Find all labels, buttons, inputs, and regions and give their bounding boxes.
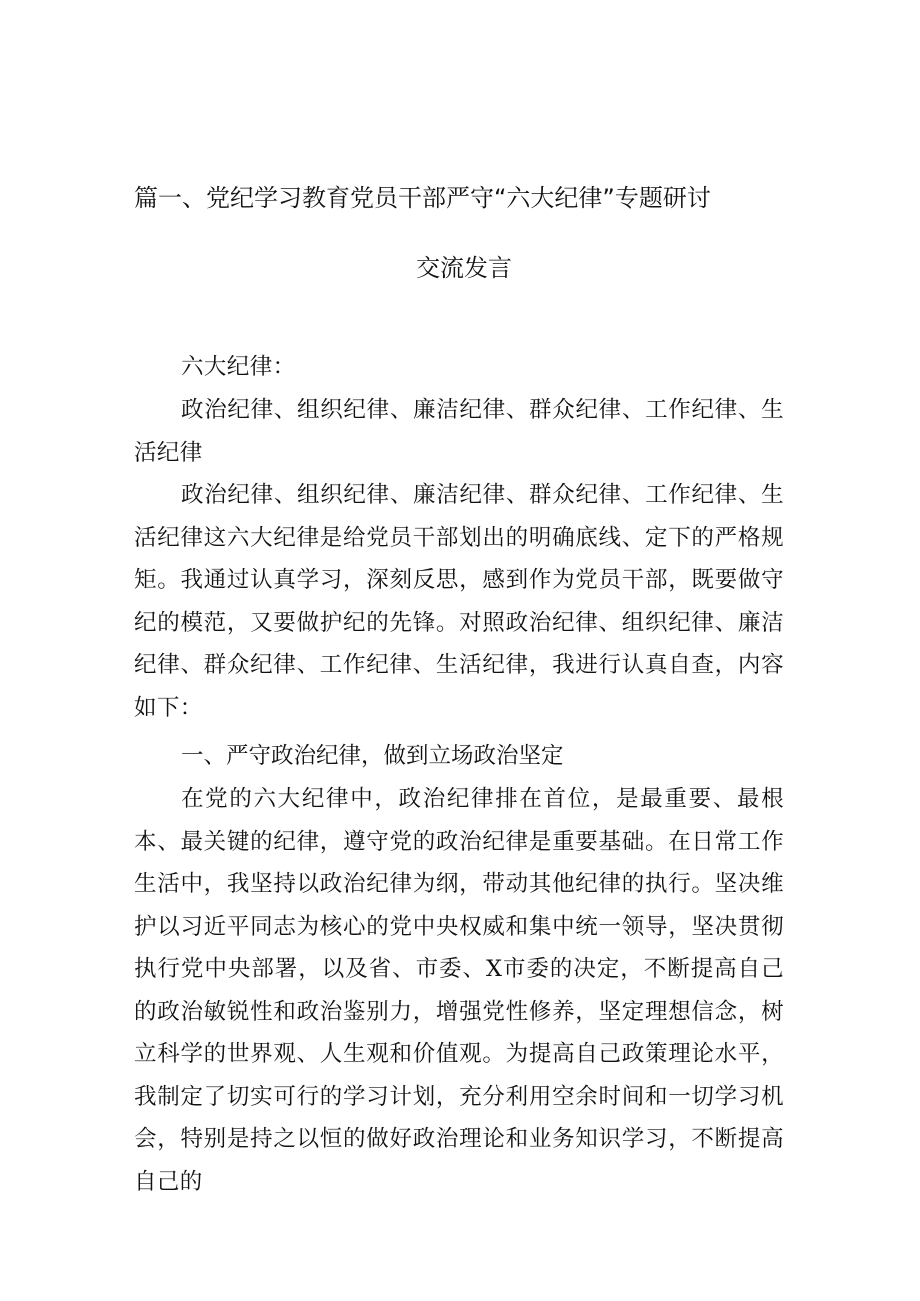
- discipline-list-paragraph: 政治纪律、组织纪律、廉洁纪律、群众纪律、工作纪律、生活纪律: [134, 397, 784, 466]
- document-title-line-1: 篇一、党纪学习教育党员干部严守“六大纪律”专题研讨: [134, 184, 711, 212]
- document-title-line-2: 交流发言: [416, 254, 512, 282]
- body-paragraph-1: 政治纪律、组织纪律、廉洁纪律、群众纪律、工作纪律、生活纪律这六大纪律是给党员干部划出的明确底线、定下的严格规矩。我通过认真学习，深刻反思，感到作为党员干部，既要做守纪的模范，又要做护纪的先锋。对照政治纪律、组织纪律、廉洁纪律、群众纪律、工作纪律、生活纪律，我进行认真自查，内容如下：: [134, 482, 784, 721]
- intro-label: 六大纪律：: [181, 354, 296, 380]
- body-paragraph-2: 在党的六大纪律中，政治纪律排在首位，是最重要、最根本、最关键的纪律，遵守党的政治纪律是重要基础。在日常工作生活中，我坚持以政治纪律为纲，带动其他纪律的执行。坚决维护以习近平同志为核心的党中央权威和集中统一领导，坚决贯彻执行党中央部署，以及省、市委、X市委的决定，不断提高自己的政治敏锐性和政治鉴别力，增强党性修养，坚定理想信念，树立科学的世界观、人生观和价值观。为提高自己政策理论水平，我制定了切实可行的学习计划，充分利用空余时间和一切学习机会，特别是持之以恒的做好政治理论和业务知识学习，不断提高自己的: [134, 786, 784, 1195]
- section-heading-1: 一、严守政治纪律，做到立场政治坚定: [181, 743, 564, 769]
